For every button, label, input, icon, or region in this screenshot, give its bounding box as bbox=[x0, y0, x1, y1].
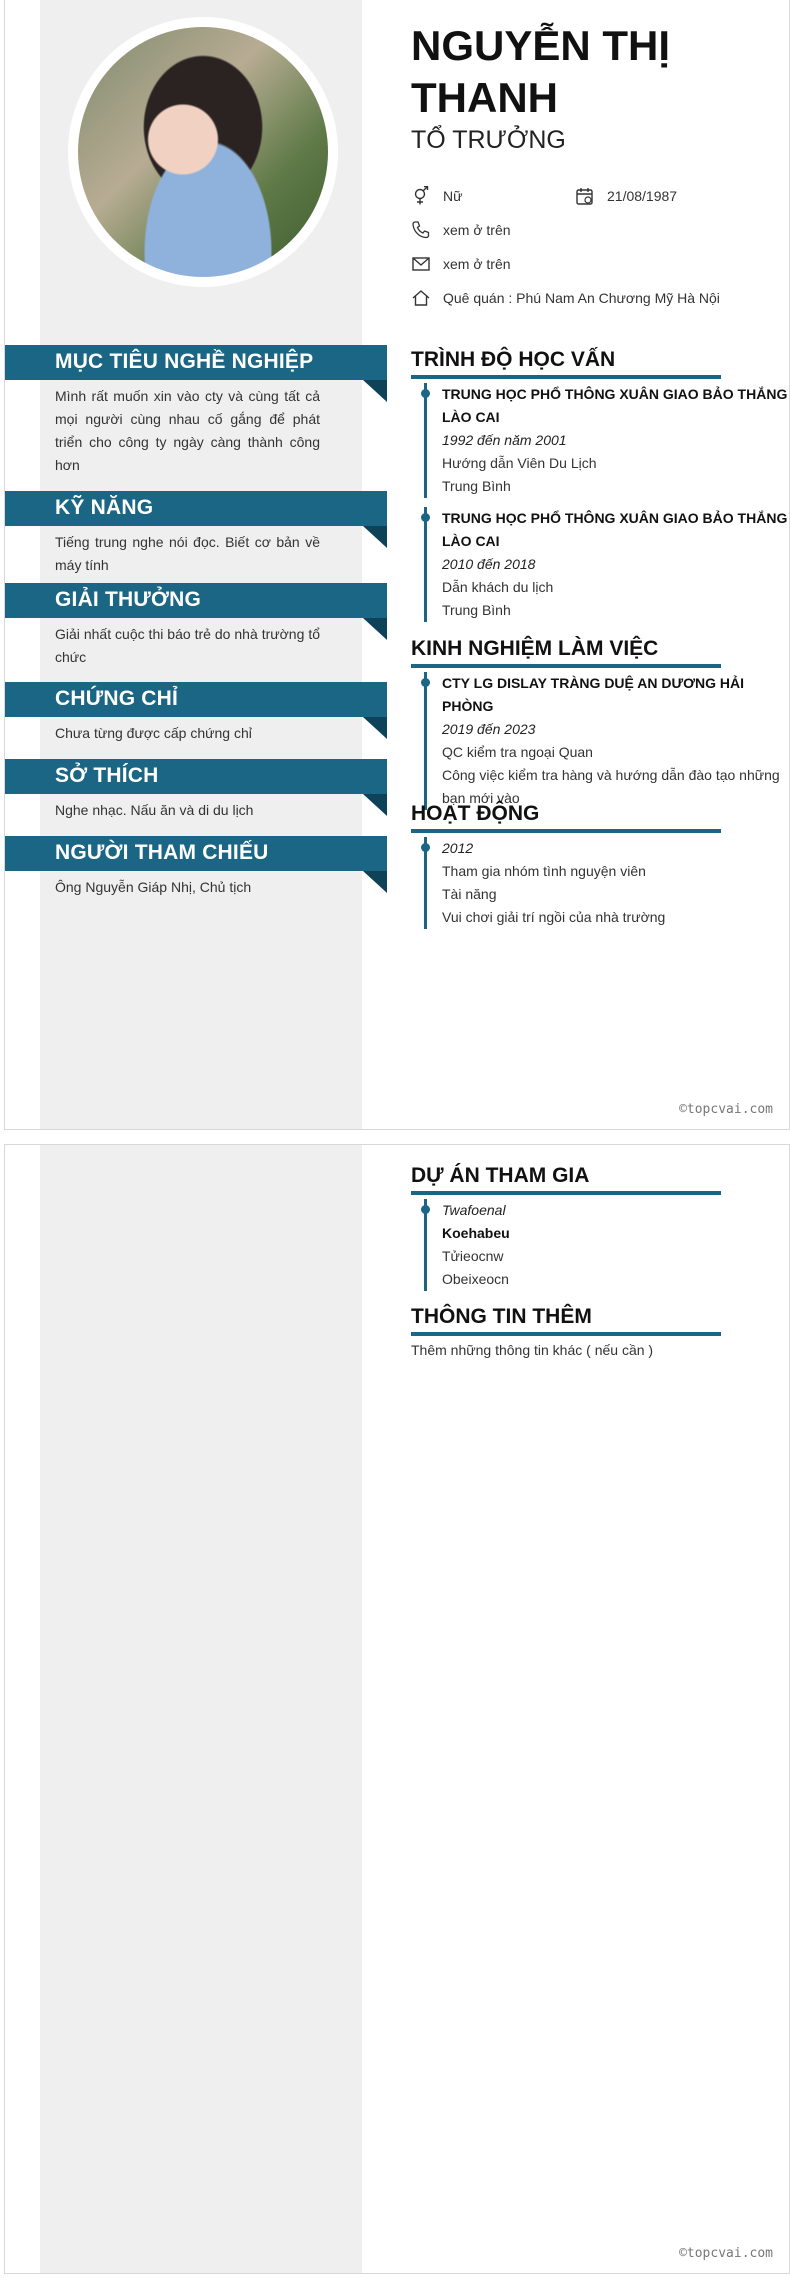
activity-entry bbox=[424, 837, 790, 929]
activity-line: Tài năng bbox=[442, 886, 497, 902]
hobbies-text: Nghe nhạc. Nấu ăn và di du lịch bbox=[55, 802, 254, 818]
gender-icon bbox=[411, 186, 431, 206]
education-grade: Trung Bình bbox=[442, 478, 511, 494]
education-major: Dẫn khách du lịch bbox=[442, 579, 554, 595]
certs-banner bbox=[5, 682, 387, 717]
dob-info bbox=[575, 186, 677, 206]
experience-desc: Công việc kiểm tra hàng và hướng dẫn đào tạo những bạn mới vào bbox=[442, 767, 780, 806]
school-name: TRUNG HỌC PHỔ THÔNG XUÂN GIAO BẢO THẮNG LÀO CAI bbox=[442, 386, 788, 425]
skills-text: Tiếng trung nghe nói đọc. Biết cơ bản về máy tính bbox=[55, 534, 320, 573]
candidate-role: TỔ TRƯỞNG bbox=[411, 126, 566, 154]
hobbies-banner bbox=[5, 759, 387, 794]
timeline-dot bbox=[421, 513, 430, 522]
skills-title: KỸ NĂNG bbox=[55, 496, 154, 519]
banner-fold bbox=[363, 380, 387, 402]
education-date: 1992 đến năm 2001 bbox=[442, 432, 567, 448]
education-grade: Trung Bình bbox=[442, 602, 511, 618]
timeline-dot bbox=[421, 678, 430, 687]
certs-text: Chưa từng được cấp chứng chỉ bbox=[55, 725, 252, 741]
project-line: Tửieocnw bbox=[442, 1248, 504, 1264]
activities-heading: HOẠT ĐỘNG bbox=[411, 802, 721, 833]
cv-page-1 bbox=[4, 0, 790, 1130]
education-entry bbox=[424, 507, 790, 622]
objective-banner bbox=[5, 345, 387, 380]
banner-fold bbox=[363, 871, 387, 893]
extra-text: Thêm những thông tin khác ( nếu cần ) bbox=[411, 1342, 654, 1358]
banner-fold bbox=[363, 618, 387, 640]
address-value: Quê quán : Phú Nam An Chương Mỹ Hà Nội bbox=[443, 290, 720, 306]
gender-value: Nữ bbox=[443, 188, 463, 204]
cv-page-2 bbox=[4, 1144, 790, 2274]
education-heading: TRÌNH ĐỘ HỌC VẤN bbox=[411, 348, 721, 379]
project-name: Koehabeu bbox=[442, 1225, 510, 1241]
timeline-dot bbox=[421, 389, 430, 398]
experience-entry bbox=[424, 672, 790, 810]
email-value: xem ở trên bbox=[443, 256, 511, 272]
school-name: TRUNG HỌC PHỔ THÔNG XUÂN GIAO BẢO THẮNG LÀO CAI bbox=[442, 510, 788, 549]
phone-info bbox=[411, 220, 511, 240]
references-title: NGƯỜI THAM CHIẾU bbox=[55, 841, 269, 864]
banner-fold bbox=[363, 794, 387, 816]
activity-line: Vui chơi giải trí ngồi của nhà trường bbox=[442, 909, 666, 925]
awards-title: GIẢI THƯỞNG bbox=[55, 588, 202, 611]
references-text: Ông Nguyễn Giáp Nhị, Chủ tịch bbox=[55, 879, 252, 895]
certs-title: CHỨNG CHỈ bbox=[55, 687, 179, 710]
company-name: CTY LG DISLAY TRÀNG DUỆ AN DƯƠNG HẢI PHÒNG bbox=[442, 675, 745, 714]
project-date: Twafoenal bbox=[442, 1202, 506, 1218]
calendar-icon bbox=[575, 186, 595, 206]
email-info bbox=[411, 254, 511, 274]
timeline-dot bbox=[421, 843, 430, 852]
education-entry bbox=[424, 383, 790, 498]
references-banner bbox=[5, 836, 387, 871]
gender-info bbox=[411, 186, 462, 206]
address-info bbox=[411, 288, 720, 308]
experience-position: QC kiểm tra ngoại Quan bbox=[442, 744, 593, 760]
profile-photo bbox=[78, 27, 328, 277]
avatar bbox=[68, 17, 338, 287]
timeline-dot bbox=[421, 1205, 430, 1214]
skills-banner bbox=[5, 491, 387, 526]
project-entry bbox=[424, 1199, 790, 1291]
activity-line: Tham gia nhóm tình nguyện viên bbox=[442, 863, 646, 879]
hobbies-title: SỞ THÍCH bbox=[55, 764, 159, 787]
email-icon bbox=[411, 254, 431, 274]
education-date: 2010 đến 2018 bbox=[442, 556, 536, 572]
home-icon bbox=[411, 288, 431, 308]
activity-date: 2012 bbox=[442, 840, 474, 856]
education-major: Hướng dẫn Viên Du Lịch bbox=[442, 455, 597, 471]
projects-heading: DỰ ÁN THAM GIA bbox=[411, 1164, 721, 1195]
experience-date: 2019 đến 2023 bbox=[442, 721, 536, 737]
extra-heading: THÔNG TIN THÊM bbox=[411, 1305, 721, 1336]
banner-fold bbox=[363, 717, 387, 739]
watermark: ©topcvai.com bbox=[679, 1102, 773, 1117]
phone-icon bbox=[411, 220, 431, 240]
dob-value: 21/08/1987 bbox=[607, 188, 678, 204]
watermark: ©topcvai.com bbox=[679, 2246, 773, 2261]
objective-title: MỤC TIÊU NGHỀ NGHIỆP bbox=[55, 350, 314, 373]
awards-banner bbox=[5, 583, 387, 618]
sidebar-column bbox=[40, 1145, 362, 2273]
awards-text: Giải nhất cuộc thi báo trẻ do nhà trường tổ chức bbox=[55, 626, 320, 665]
candidate-name: NGUYỄN THỊ THANH bbox=[411, 22, 671, 121]
phone-value: xem ở trên bbox=[443, 222, 511, 238]
experience-heading: KINH NGHIỆM LÀM VIỆC bbox=[411, 637, 721, 668]
banner-fold bbox=[363, 526, 387, 548]
objective-text: Mình rất muốn xin vào cty và cùng tất cả mọi người cùng nhau cố gắng để phát triển cho công ty ngày càng thành công hơn bbox=[55, 388, 320, 473]
project-line: Obeixeocn bbox=[442, 1271, 509, 1287]
